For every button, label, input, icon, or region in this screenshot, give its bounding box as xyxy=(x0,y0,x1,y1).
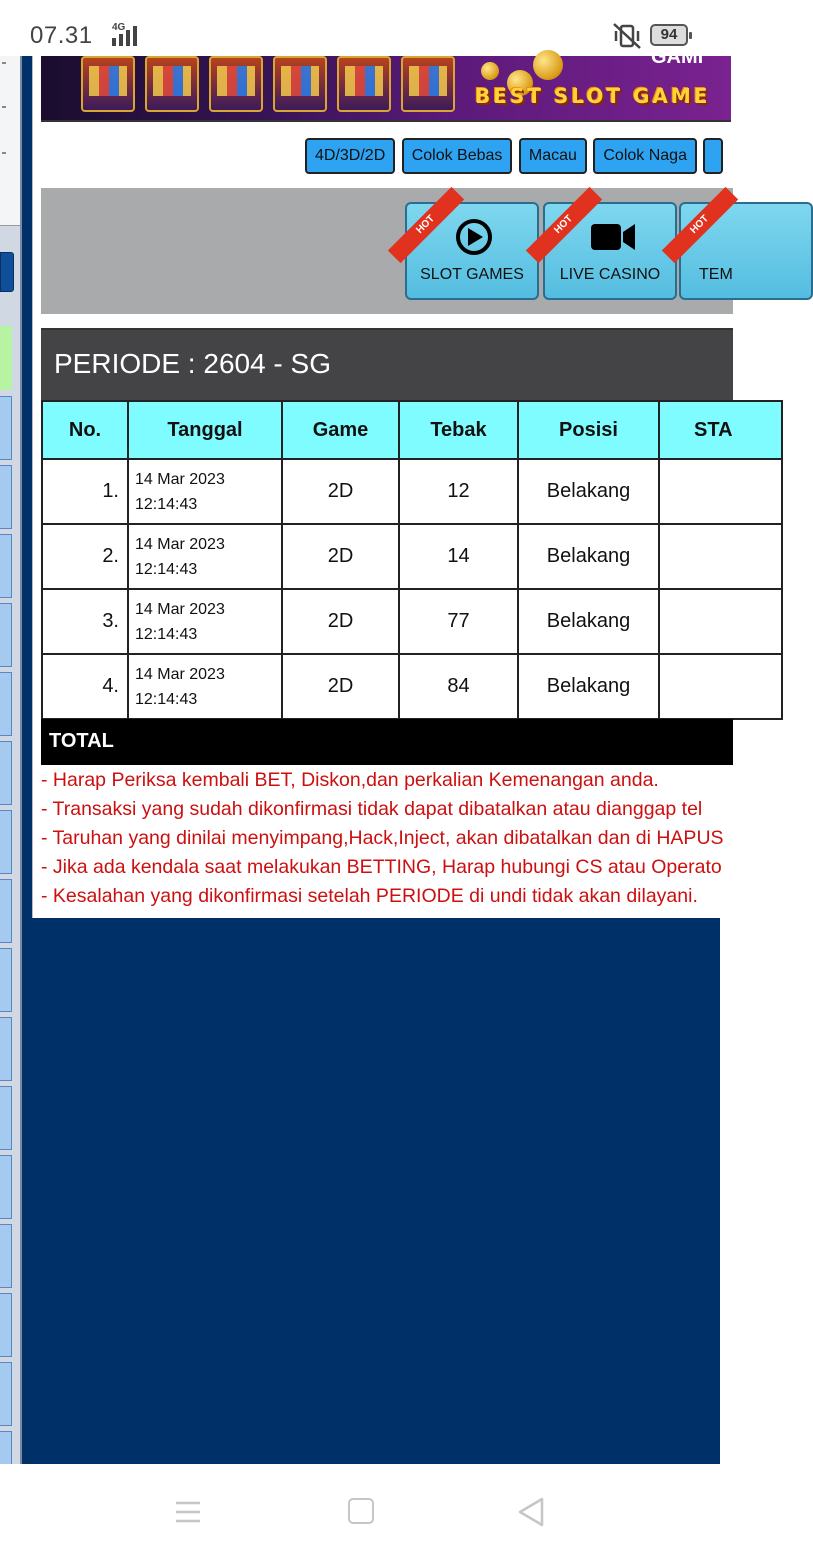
market-tabs xyxy=(305,138,725,174)
tile-label: SLOT GAMES xyxy=(420,266,524,283)
table-row xyxy=(42,589,782,654)
network-type: 4G xyxy=(112,22,126,33)
column-header-no: No. xyxy=(42,401,128,459)
table-row xyxy=(42,459,782,524)
browser-page[interactable] xyxy=(0,46,733,1464)
market-button-more[interactable] xyxy=(703,138,723,174)
vibrate-mute-icon xyxy=(610,22,644,50)
tile-live-casino[interactable] xyxy=(543,202,677,300)
video-camera-icon xyxy=(545,218,679,256)
cell-date: 14 Mar 2023 xyxy=(135,470,225,488)
hot-badge: HOT xyxy=(662,187,738,263)
cell-time: 12:14:43 xyxy=(135,690,198,708)
sidebar-item[interactable] xyxy=(0,1362,12,1426)
cell-tanggal xyxy=(128,589,282,654)
promo-banner[interactable] xyxy=(41,46,731,122)
note-line: - Jika ada kendala saat melakukan BETTING, Harap hubungi CS atau Operato xyxy=(41,856,722,878)
system-nav-bar xyxy=(0,1464,720,1560)
cell-date: 14 Mar 2023 xyxy=(135,665,225,683)
bet-detail-panel xyxy=(32,46,733,918)
slot-machine-image xyxy=(209,56,263,112)
cell-no: 4. xyxy=(42,654,128,719)
hot-badge: HOT xyxy=(388,187,464,263)
coin-image xyxy=(533,50,563,80)
sidebar-item[interactable] xyxy=(0,326,12,390)
warning-notes xyxy=(41,767,741,912)
sidebar-item[interactable] xyxy=(0,741,12,805)
cell-status xyxy=(659,654,782,719)
slot-machine-image xyxy=(401,56,455,112)
tile-partial[interactable] xyxy=(679,202,813,300)
game-category-bar xyxy=(41,188,733,314)
total-row xyxy=(41,719,733,765)
hot-badge: HOT xyxy=(526,187,602,263)
cell-status xyxy=(659,459,782,524)
sidebar-item[interactable] xyxy=(0,948,12,1012)
slot-machine-image xyxy=(81,56,135,112)
tile-slot-games[interactable] xyxy=(405,202,539,300)
cell-time: 12:14:43 xyxy=(135,495,198,513)
coin-image xyxy=(481,62,499,80)
cell-posisi: Belakang xyxy=(518,654,659,719)
cell-game: 2D xyxy=(282,589,399,654)
cell-no: 2. xyxy=(42,524,128,589)
sidebar-item[interactable] xyxy=(0,810,12,874)
sidebar-item[interactable] xyxy=(0,465,12,529)
cell-time: 12:14:43 xyxy=(135,560,198,578)
cell-game: 2D xyxy=(282,459,399,524)
cell-tanggal xyxy=(128,524,282,589)
cell-posisi: Belakang xyxy=(518,524,659,589)
cell-date: 14 Mar 2023 xyxy=(135,535,225,553)
slot-machine-image xyxy=(145,56,199,112)
cell-tebak: 84 xyxy=(399,654,518,719)
sidebar-button[interactable] xyxy=(0,252,14,292)
sidebar-item[interactable] xyxy=(0,396,12,460)
cell-posisi: Belakang xyxy=(518,459,659,524)
column-header-tanggal: Tanggal xyxy=(128,401,282,459)
sidebar-item[interactable] xyxy=(0,672,12,736)
table-row xyxy=(42,654,782,719)
note-line: - Taruhan yang dinilai menyimpang,Hack,Inject, akan dibatalkan dan di HAPUS xyxy=(41,827,724,849)
banner-slogan: BEST SLOT GAME xyxy=(475,84,711,108)
left-sidebar[interactable] xyxy=(0,56,22,1464)
market-button-macau[interactable]: Macau xyxy=(519,138,587,174)
sidebar-item[interactable] xyxy=(0,1086,12,1150)
banner-brand: GAMI xyxy=(651,46,704,68)
bet-table xyxy=(41,400,783,720)
cell-no: 3. xyxy=(42,589,128,654)
sidebar-item[interactable] xyxy=(0,1017,12,1081)
cell-time: 12:14:43 xyxy=(135,625,198,643)
battery-icon xyxy=(650,24,688,46)
sidebar-item[interactable] xyxy=(0,534,12,598)
tile-label: TEM xyxy=(699,266,733,283)
sidebar-item[interactable] xyxy=(0,603,12,667)
battery-level: 94 xyxy=(660,26,678,43)
note-line: - Harap Periksa kembali BET, Diskon,dan perkalian Kemenangan anda. xyxy=(41,769,659,791)
cell-no: 1. xyxy=(42,459,128,524)
total-label: TOTAL xyxy=(49,730,114,752)
home-icon[interactable] xyxy=(348,1498,374,1524)
cell-status xyxy=(659,589,782,654)
column-header-posisi: Posisi xyxy=(518,401,659,459)
back-icon[interactable] xyxy=(516,1497,546,1527)
period-label: PERIODE : 2604 - SG xyxy=(54,348,331,379)
sidebar-item[interactable] xyxy=(0,1293,12,1357)
column-header-tebak: Tebak xyxy=(399,401,518,459)
cell-tanggal xyxy=(128,654,282,719)
note-line: - Transaksi yang sudah dikonfirmasi tidak dapat dibatalkan atau dianggap tel xyxy=(41,798,703,820)
column-header-game: Game xyxy=(282,401,399,459)
play-circle-icon xyxy=(407,218,541,256)
column-header-status: STA xyxy=(659,401,782,459)
signal-icon xyxy=(102,24,144,48)
note-line: - Kesalahan yang dikonfirmasi setelah PERIODE di undi tidak akan dilayani. xyxy=(41,885,698,907)
cell-tebak: 12 xyxy=(399,459,518,524)
sidebar-item[interactable] xyxy=(0,879,12,943)
slot-machine-image xyxy=(273,56,327,112)
sidebar-item[interactable] xyxy=(0,1224,12,1288)
sidebar-menu[interactable] xyxy=(0,56,20,226)
market-button-colok-bebas[interactable]: Colok Bebas xyxy=(402,138,513,174)
cell-tebak: 14 xyxy=(399,524,518,589)
cell-tebak: 77 xyxy=(399,589,518,654)
cell-posisi: Belakang xyxy=(518,589,659,654)
sidebar-item[interactable] xyxy=(0,1155,12,1219)
menu-icon[interactable] xyxy=(174,1500,202,1524)
cell-tanggal xyxy=(128,459,282,524)
table-header-row xyxy=(42,401,782,459)
cell-date: 14 Mar 2023 xyxy=(135,600,225,618)
cell-status xyxy=(659,524,782,589)
status-bar xyxy=(0,0,720,56)
status-time: 07.31 xyxy=(30,22,93,49)
table-row xyxy=(42,524,782,589)
slot-machine-image xyxy=(337,56,391,112)
market-button-colok-naga[interactable]: Colok Naga xyxy=(593,138,697,174)
cell-game: 2D xyxy=(282,654,399,719)
tile-label: LIVE CASINO xyxy=(559,266,661,283)
market-button-4d3d2d[interactable]: 4D/3D/2D xyxy=(305,138,395,174)
period-header xyxy=(41,328,733,400)
cell-game: 2D xyxy=(282,524,399,589)
